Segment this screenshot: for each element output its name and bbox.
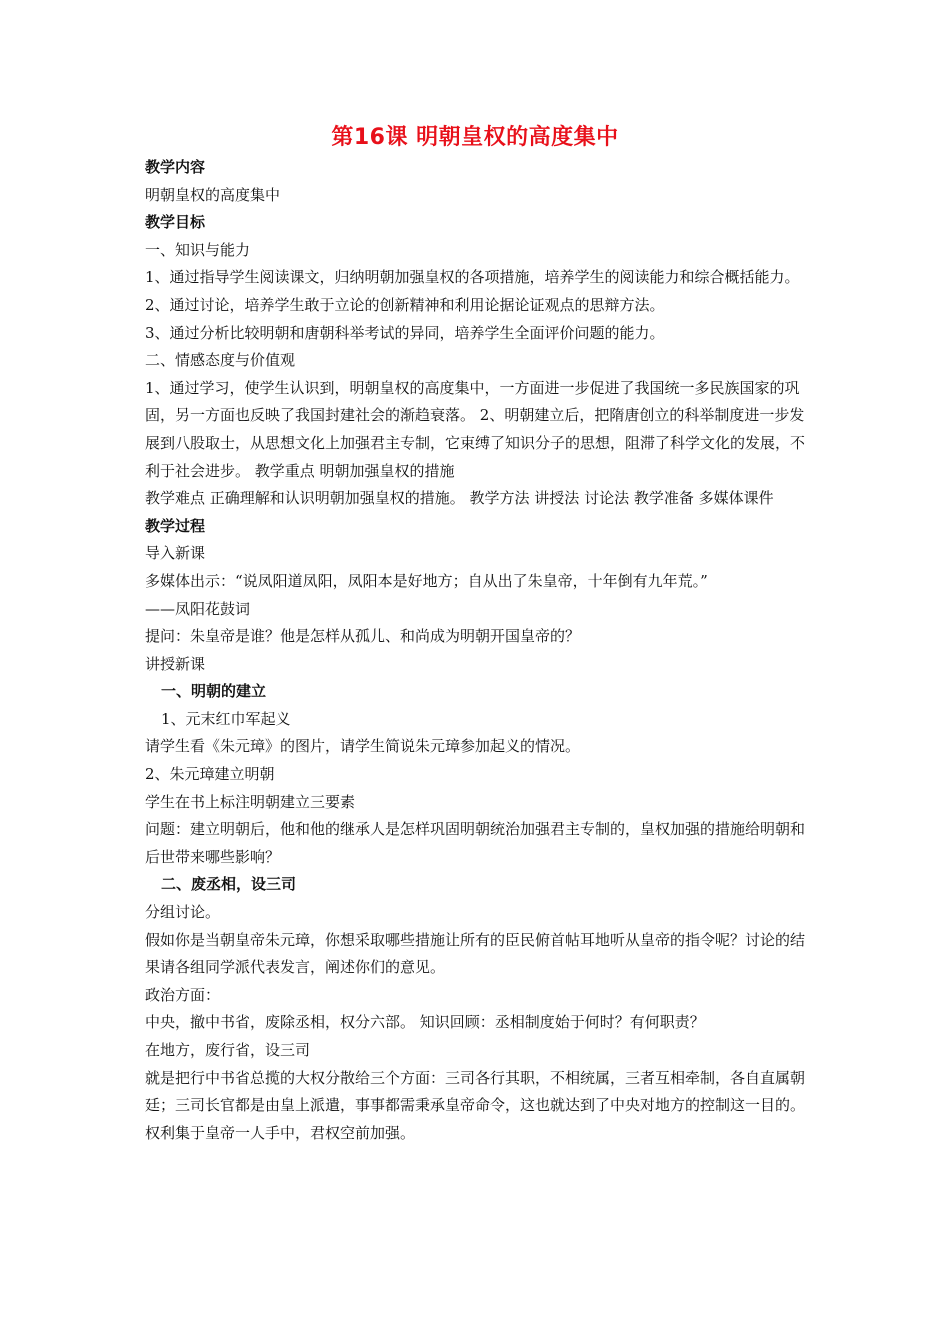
section-heading: 教学目标 <box>145 213 206 232</box>
section-heading: 教学过程 <box>145 516 206 535</box>
paragraph: 2、通过讨论，培养学生敢于立论的创新精神和利用论据论证观点的思辩方法。 <box>145 295 665 314</box>
paragraph: 1、元末红巾军起义 <box>161 709 291 728</box>
paragraph: 学生在书上标注明朝建立三要素 <box>145 792 356 811</box>
paragraph: 中央，撤中书省，废除丞相，权分六部。 知识回顾：丞相制度始于何时？有何职责？ <box>145 1013 705 1032</box>
paragraph: 在地方，废行省，设三司 <box>145 1041 311 1059</box>
paragraph: 3、通过分析比较明朝和唐朝科举考试的异同，培养学生全面评价问题的能力。 <box>145 323 665 342</box>
paragraph: 导入新课 <box>145 544 206 563</box>
section-heading: 教学内容 <box>145 158 206 176</box>
subsection-heading: 一、明朝的建立 <box>161 682 267 701</box>
paragraph: 2、朱元璋建立明朝 <box>145 765 275 784</box>
paragraph: 假如你是当朝皇帝朱元璋，你想采取哪些措施让所有的臣民俯首帖耳地听从皇帝的指令呢？讨论的结果请各组同学派代表发言，阐述你们的意见。 <box>145 930 806 977</box>
paragraph: 提问：朱皇帝是谁？他是怎样从孤儿、和尚成为明朝开国皇帝的？ <box>145 627 581 646</box>
page-title: 第16课 明朝皇权的高度集中 <box>331 125 619 150</box>
paragraph: 讲授新课 <box>145 654 206 673</box>
paragraph: 就是把行中书省总揽的大权分散给三个方面：三司各行其职，不相统属，三者互相牵制，各自直属朝廷；三司长官都是由皇上派遣，事事都需秉承皇帝命令，这也就达到了中央对地方的控制这一目的。权利集于皇帝一人手中，君权空前加强。 <box>145 1068 806 1142</box>
paragraph: 分组讨论。 <box>145 903 221 922</box>
paragraph: 多媒体出示：“说凤阳道凤阳，凤阳本是好地方；自从出了朱皇帝，十年倒有九年荒。” <box>145 571 708 590</box>
paragraph: 1、通过指导学生阅读课文，归纳明朝加强皇权的各项措施，培养学生的阅读能力和综合概括能力。 <box>145 268 800 287</box>
paragraph: 1、通过学习，使学生认识到，明朝皇权的高度集中，一方面进一步促进了我国统一多民族国家的巩固，另一方面也反映了我国封建社会的渐趋衰落。 2、明朝建立后，把隋唐创立的科举制度进一步发展到八股取士，从思想文化上加强君主专制，它束缚了知识分子的思想，阻滞了科学文化的发展，不利于社会进步。 教学重点 明朝加强皇权的措施 <box>145 378 806 480</box>
document-body <box>145 154 810 1147</box>
paragraph: 教学难点 正确理解和认识明朝加强皇权的措施。 教学方法 讲授法 讨论法 教学准备 多媒体课件 <box>145 489 774 508</box>
paragraph: 问题：建立明朝后，他和他的继承人是怎样巩固明朝统治加强君主专制的，皇权加强的措施给明朝和后世带来哪些影响？ <box>145 820 806 866</box>
paragraph: 一、知识与能力 <box>145 240 251 259</box>
paragraph: 二、情感态度与价值观 <box>145 351 296 370</box>
paragraph: 明朝皇权的高度集中 <box>145 185 281 204</box>
paragraph: 政治方面： <box>145 985 221 1004</box>
subsection-heading: 二、废丞相，设三司 <box>161 875 297 894</box>
paragraph: ——凤阳花鼓词 <box>145 599 251 618</box>
paragraph: 请学生看《朱元璋》的图片，请学生简说朱元璋参加起义的情况。 <box>145 737 581 756</box>
